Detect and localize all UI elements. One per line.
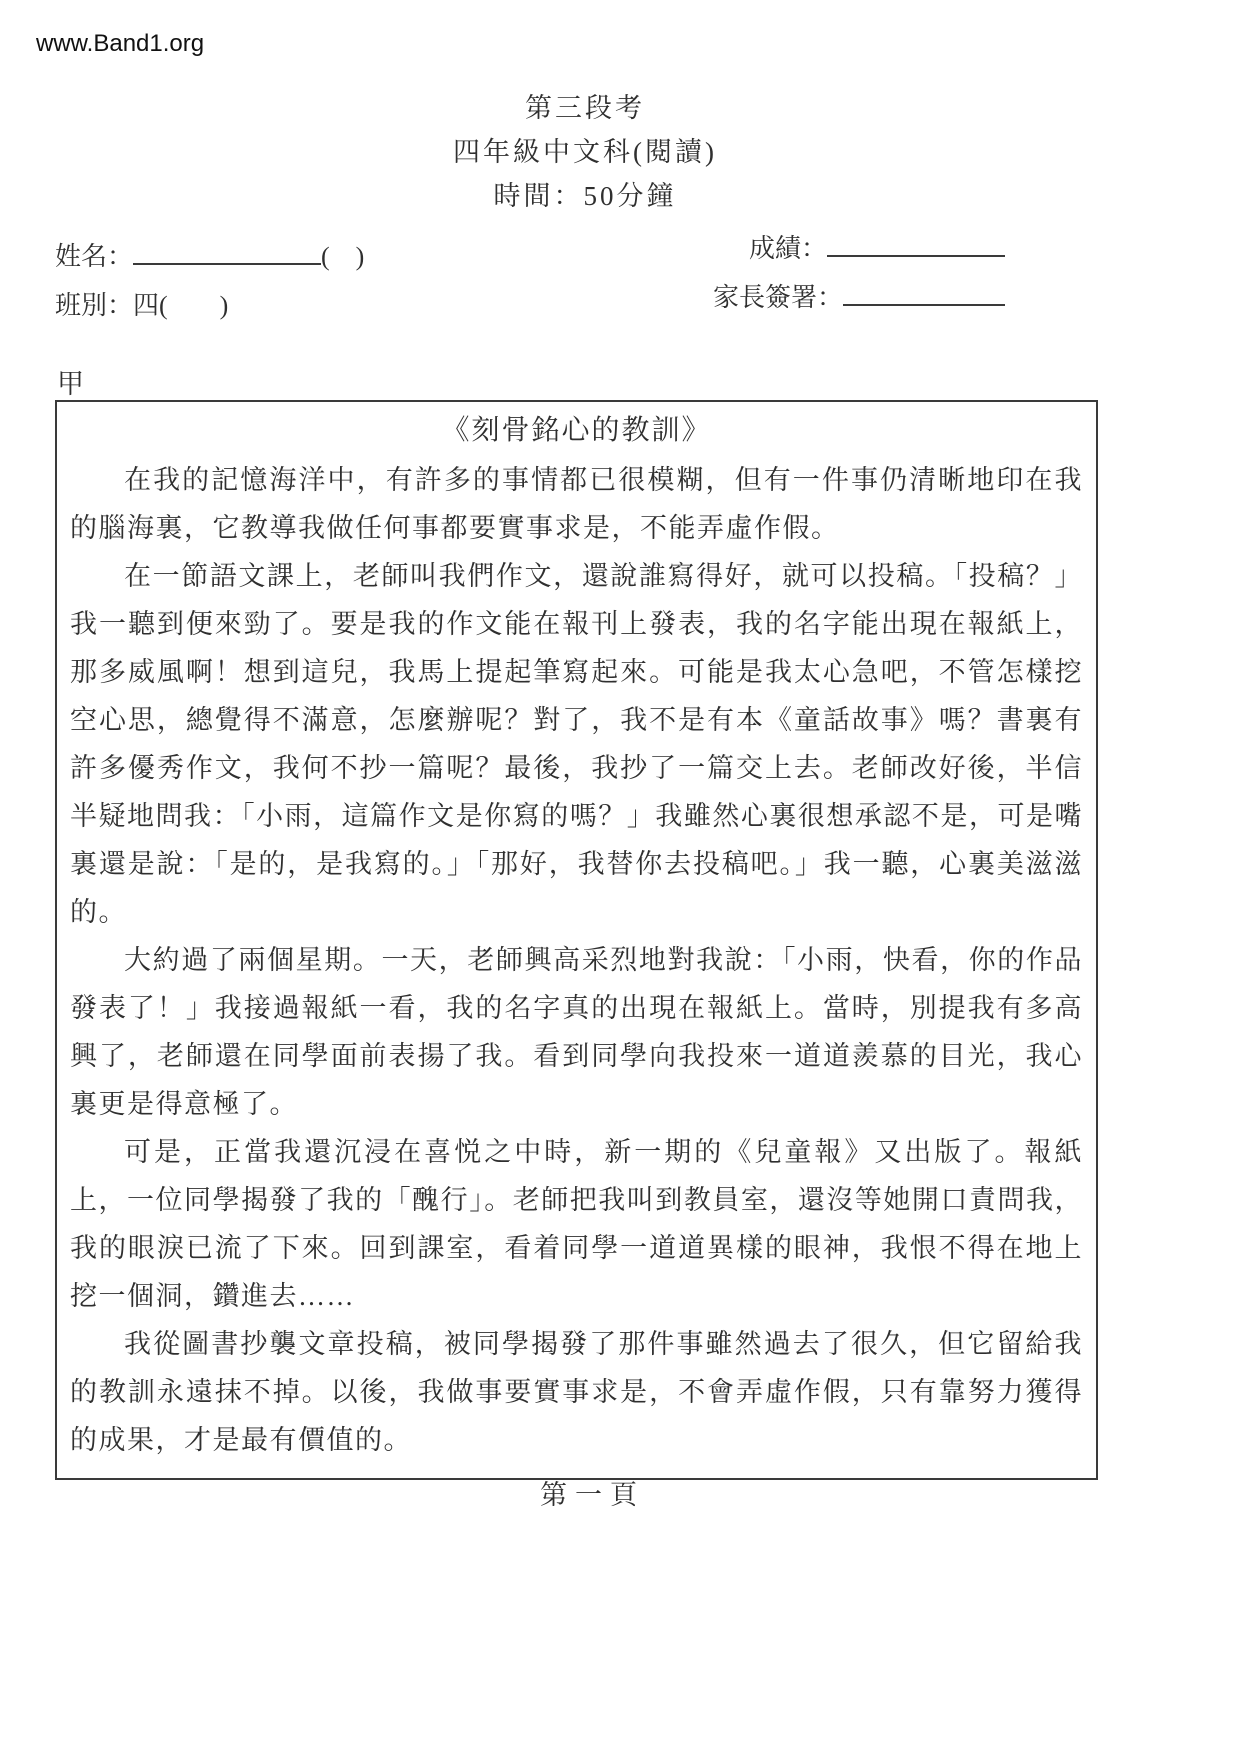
exam-title-line3: 時間：50分鐘 [493, 181, 677, 211]
score-label: 成績： [748, 234, 827, 263]
watermark-url: www.Band1.org [36, 30, 205, 57]
passage-paragraph: 在一節語文課上，老師叫我們作文，還說誰寫得好，就可以投稿。「投稿？」我一聽到便來勁了。要是我的作文能在報刊上發表，我的名字能出現在報紙上，那多威風啊！想到這兒，我馬上提起筆寫起來。可能是我太心急吧，不管怎樣挖空心思，總覺得不滿意，怎麼辦呢？對了，我不是有本《童話故事》嗎？書裏有許多優秀作文，我何不抄一篇呢？最後，我抄了一篇交上去。老師改好後，半信半疑地問我：「小雨，這篇作文是你寫的嗎？」我雖然心裏很想承認不是，可是嘴裏還是說：「是的，是我寫的。」「那好，我替你去投稿吧。」我一聽，心裏美滋滋的。 [70, 561, 1083, 927]
parent-sign-row [713, 277, 1005, 326]
score-row [713, 228, 1005, 277]
name-blank [133, 237, 321, 265]
passage-paragraph: 可是，正當我還沉浸在喜悦之中時，新一期的《兒童報》又出版了。報紙上，一位同學揭發了我的「醜行」。老師把我叫到教員室，還沒等她開口責問我，我的眼淚已流了下來。回到課室，看着同學一道道異樣的眼神，我恨不得在地上挖一個洞，鑽進去…… [70, 1137, 1083, 1311]
exam-title-line1: 第三段考 [525, 93, 645, 123]
student-info-area [55, 228, 1240, 348]
class-label: 班別：四( ) [55, 291, 229, 320]
class-row [55, 285, 364, 334]
section-a-label: 甲 [57, 369, 84, 399]
passage-paragraphs [70, 456, 1083, 1464]
name-paren: ( ) [321, 242, 365, 271]
score-blank [827, 229, 1005, 257]
name-label: 姓名： [55, 242, 134, 271]
exam-title-block [0, 86, 1170, 218]
passage-title: 《刻骨銘心的教訓》 [441, 415, 712, 446]
reading-passage-box [55, 400, 1098, 1480]
student-info-left [55, 236, 364, 334]
name-row [55, 236, 364, 285]
student-info-right [713, 228, 1005, 326]
exam-title-line2: 四年級中文科(閱讀) [453, 137, 717, 167]
passage-paragraph: 我從圖書抄襲文章投稿，被同學揭發了那件事雖然過去了很久，但它留給我的教訓永遠抹不掉。以後，我做事要實事求是，不會弄虛作假，只有靠努力獲得的成果，才是最有價值的。 [70, 1329, 1083, 1455]
passage-paragraph: 在我的記憶海洋中，有許多的事情都已很模糊，但有一件事仍清晰地印在我的腦海裏，它教導我做任何事都要實事求是，不能弄虛作假。 [70, 465, 1083, 543]
page-number: 第一頁 [540, 1480, 645, 1510]
parent-sign-label: 家長簽署： [712, 283, 843, 312]
parent-sign-blank [843, 278, 1005, 306]
passage-paragraph: 大約過了兩個星期。一天，老師興高采烈地對我說：「小雨，快看，你的作品發表了！」我接過報紙一看，我的名字真的出現在報紙上。當時，別提我有多高興了，老師還在同學面前表揚了我。看到同學向我投來一道道羨慕的目光，我心裏更是得意極了。 [70, 945, 1083, 1119]
